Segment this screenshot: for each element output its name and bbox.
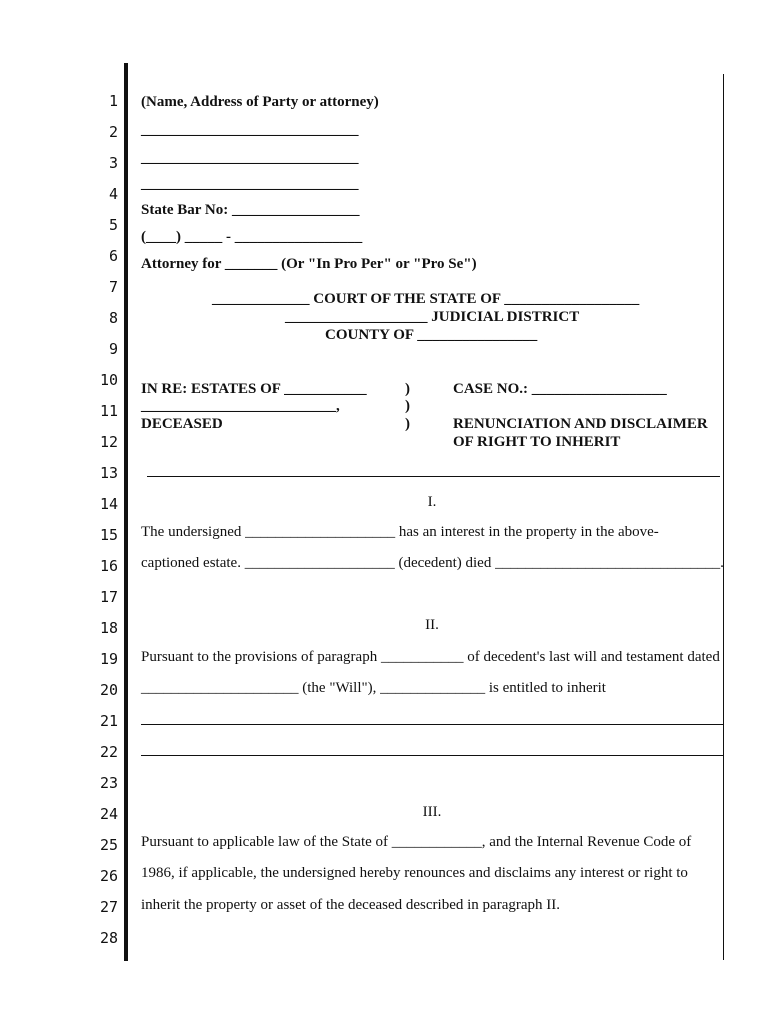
- caption-paren: ): [405, 381, 410, 397]
- line-number: 24: [99, 805, 118, 823]
- estate-caption: IN RE: ESTATES OF ___________: [141, 381, 367, 397]
- line-number: 9: [108, 340, 118, 358]
- line-number: 17: [99, 588, 118, 606]
- line-number: 8: [108, 309, 118, 327]
- address-line-2[interactable]: _____________________________: [141, 150, 359, 166]
- line-number: 27: [99, 898, 118, 916]
- line-number: 16: [99, 557, 118, 575]
- section-1-line-1: The undersigned ____________________ has an interest in the property in the above-: [141, 524, 659, 540]
- line-number: 15: [99, 526, 118, 544]
- line-number: 10: [99, 371, 118, 389]
- line-number: 23: [99, 774, 118, 792]
- line-number: 3: [108, 154, 118, 172]
- line-number: 6: [108, 247, 118, 265]
- line-number: 5: [108, 216, 118, 234]
- section-2-line-2: _____________________ (the "Will"), ______________ is entitled to inherit: [141, 680, 606, 696]
- caption-paren: ): [405, 398, 410, 414]
- section-2-line-1: Pursuant to the provisions of paragraph ___________ of decedent's last will and testament dated: [141, 649, 720, 665]
- state-bar-field[interactable]: State Bar No: _________________: [141, 202, 360, 218]
- line-number: 19: [99, 650, 118, 668]
- line-number: 11: [99, 402, 118, 420]
- address-line-3[interactable]: _____________________________: [141, 176, 359, 192]
- line-number: 25: [99, 836, 118, 854]
- line-number: 22: [99, 743, 118, 761]
- decedent-name-blank[interactable]: __________________________,: [141, 398, 340, 414]
- attorney-for-field[interactable]: Attorney for _______ (Or "In Pro Per" or "Pro Se"): [141, 256, 477, 272]
- line-number: 1: [108, 92, 118, 110]
- document-title-line-2: OF RIGHT TO INHERIT: [453, 434, 621, 450]
- caption-paren: ): [405, 416, 410, 432]
- section-2-heading: II.: [425, 617, 439, 633]
- line-number: 20: [99, 681, 118, 699]
- line-number: 18: [99, 619, 118, 637]
- line-number: 21: [99, 712, 118, 730]
- section-1-line-2: captioned estate. ____________________ (decedent) died ______________________________.: [141, 555, 724, 571]
- court-line-1: _____________ COURT OF THE STATE OF __________________: [212, 291, 640, 307]
- deceased-label: DECEASED: [141, 416, 223, 432]
- left-margin-rule: [124, 63, 128, 961]
- line-number: 26: [99, 867, 118, 885]
- party-label: (Name, Address of Party or attorney): [141, 94, 379, 110]
- section-3-line-3: inherit the property or asset of the deceased described in paragraph II.: [141, 897, 560, 913]
- section-3-heading: III.: [422, 804, 442, 820]
- section-3-line-2: 1986, if applicable, the undersigned hereby renounces and disclaims any interest or right to: [141, 865, 688, 881]
- line-number: 2: [108, 123, 118, 141]
- line-number: 28: [99, 929, 118, 947]
- case-number-field[interactable]: CASE NO.: __________________: [453, 381, 667, 397]
- fill-in-line[interactable]: [141, 755, 723, 756]
- court-line-3: COUNTY OF ________________: [325, 327, 538, 343]
- court-line-2: ___________________ JUDICIAL DISTRICT: [285, 309, 580, 325]
- line-number: 7: [108, 278, 118, 296]
- phone-field[interactable]: (____) _____ - _________________: [141, 229, 363, 245]
- section-3-line-1: Pursuant to applicable law of the State of ____________, and the Internal Revenue Code of: [141, 834, 692, 850]
- line-number: 13: [99, 464, 118, 482]
- line-number: 14: [99, 495, 118, 513]
- section-1-heading: I.: [427, 494, 437, 510]
- document-title-line-1: RENUNCIATION AND DISCLAIMER: [453, 416, 708, 432]
- caption-divider: [147, 476, 720, 477]
- right-margin-rule: [723, 74, 724, 960]
- address-line-1[interactable]: _____________________________: [141, 122, 359, 138]
- fill-in-line[interactable]: [141, 724, 723, 725]
- line-number: 12: [99, 433, 118, 451]
- line-number: 4: [108, 185, 118, 203]
